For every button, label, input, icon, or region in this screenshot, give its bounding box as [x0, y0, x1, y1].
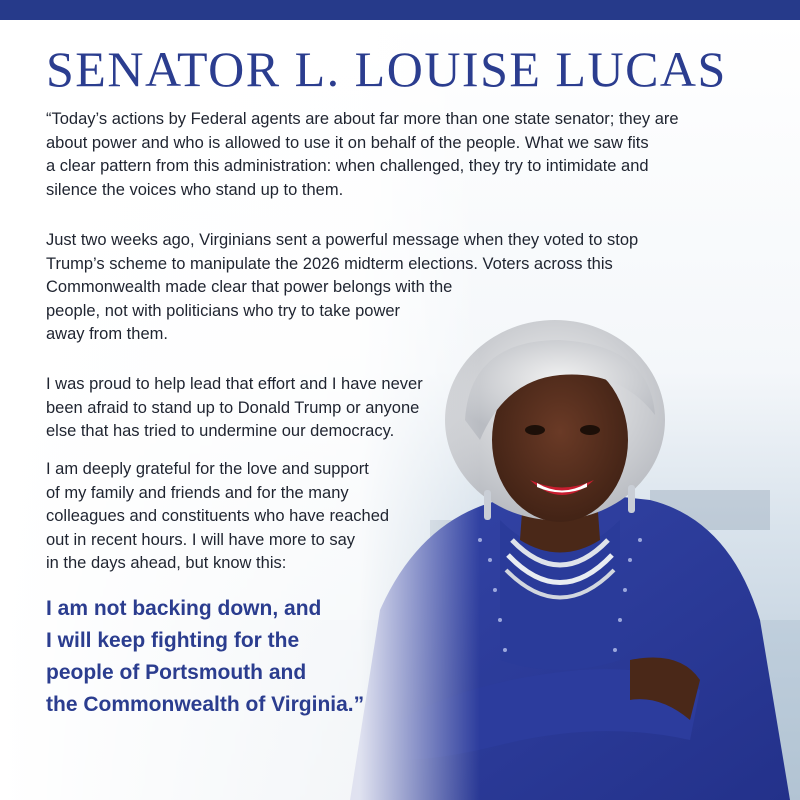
- top-color-bar: [0, 0, 800, 20]
- closing-line: the Commonwealth of Virginia.”: [46, 693, 365, 716]
- paragraph-line: Just two weeks ago, Virginians sent a powerful message when they voted to stop: [46, 231, 639, 249]
- paragraph-line: else that has tried to undermine our democracy.: [46, 422, 395, 440]
- paragraph-line: been afraid to stand up to Donald Trump or anyone: [46, 398, 420, 417]
- paragraph-line: a clear pattern from this administration: when challenged, they try to intimidate and: [46, 157, 649, 175]
- paragraph-line: colleagues and constituents who have reached: [46, 507, 390, 525]
- paragraph-line: “Today’s actions by Federal agents are about far more than one state senator; they are: [46, 110, 679, 128]
- paragraph-line: away from them.: [46, 325, 168, 343]
- paragraph-line: Commonwealth made clear that power belongs with the: [46, 278, 453, 296]
- paragraph-line: out in recent hours. I will have more to say: [46, 530, 356, 549]
- closing-statement: [46, 593, 364, 721]
- closing-line: I will keep fighting for the: [46, 629, 300, 652]
- statement-paragraph-3: [46, 373, 423, 444]
- statement-paragraph-2: [46, 229, 638, 347]
- paragraph-line: about power and who is allowed to use it on behalf of the people. What we saw fits: [46, 133, 649, 152]
- closing-line: I am not backing down, and: [46, 597, 322, 620]
- paragraph-line: silence the voices who stand up to them.: [46, 180, 344, 199]
- paragraph-line: of my family and friends and for the many: [46, 483, 349, 502]
- paragraph-line: in the days ahead, but know this:: [46, 554, 287, 572]
- paragraph-line: I was proud to help lead that effort and I have never: [46, 375, 423, 393]
- paragraph-line: Trump’s scheme to manipulate the 2026 midterm elections. Voters across this: [46, 254, 613, 273]
- statement-paragraph-4: [46, 458, 389, 576]
- paragraph-line: I am deeply grateful for the love and support: [46, 460, 369, 478]
- paragraph-line: people, not with politicians who try to take power: [46, 301, 401, 320]
- closing-line: people of Portsmouth and: [46, 661, 307, 684]
- statement-paragraph-1: [46, 108, 679, 202]
- page-title: SENATOR L. LOUISE LUCAS: [46, 41, 727, 97]
